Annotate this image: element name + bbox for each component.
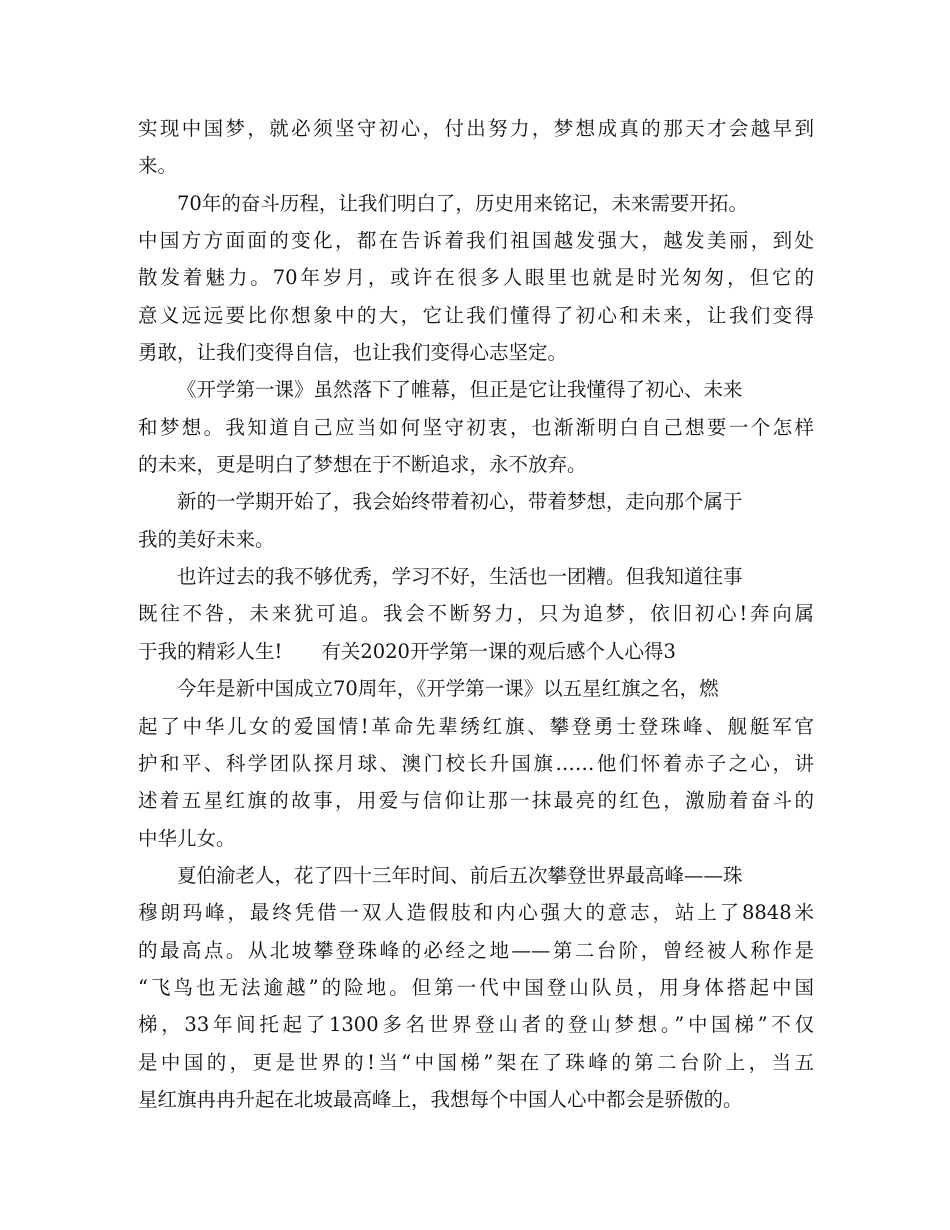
paragraph-first-line: 70年的奋斗历程，让我们明白了，历史用来铭记，未来需要开拓。 <box>177 191 748 215</box>
paragraph-first-line: 《开学第一课》虽然落下了帷幕，但正是它让我懂得了初心、未来 <box>177 378 743 402</box>
text-line: 勇敢，让我们变得自信，也让我们变得心志坚定。 <box>138 341 568 365</box>
text-line: 穆朗玛峰，最终凭借一双人造假肢和内心强大的意志，站上了8848米 <box>138 901 814 925</box>
text-line: 散发着魅力。70年岁月，或许在很多人眼里也就是时光匆匆，但它的 <box>138 266 814 290</box>
paragraph-first-line: 今年是新中国成立70周年，《开学第一课》以五星红旗之名，燃 <box>177 677 719 701</box>
text-line-with-heading: 于我的精彩人生! 有关2020开学第一课的观后感个人心得3 <box>138 639 676 663</box>
text-line: 中华儿女。 <box>138 826 236 850</box>
text-line: 既往不咎，未来犹可追。我会不断努力，只为追梦，依旧初心!奔向属 <box>138 602 814 626</box>
paragraph-first-line: 新的一学期开始了，我会始终带着初心，带着梦想，走向那个属于 <box>177 490 743 514</box>
text-line: 中国方方面面的变化，都在告诉着我们祖国越发强大，越发美丽，到处 <box>138 229 814 253</box>
text-line: 起了中华儿女的爱国情!革命先辈绣红旗、攀登勇士登珠峰、舰艇军官 <box>138 714 814 738</box>
text-line: 述着五星红旗的故事，用爱与信仰让那一抹最亮的红色，激励着奋斗的 <box>138 789 814 813</box>
text-line: 我的美好未来。 <box>138 527 275 551</box>
text-line: 和梦想。我知道自己应当如何坚守初衷，也渐渐明白自己想要一个怎样 <box>138 415 814 439</box>
text-line: 的最高点。从北坡攀登珠峰的必经之地——第二台阶，曾经被人称作是 <box>138 938 814 962</box>
paragraph-first-line: 夏伯渝老人，花了四十三年时间、前后五次攀登世界最高峰——珠 <box>177 863 743 887</box>
text-line: 实现中国梦，就必须坚守初心，付出努力，梦想成真的那天才会越早到 <box>138 117 814 140</box>
text-line: “飞鸟也无法逾越”的险地。但第一代中国登山队员，用身体搭起中国 <box>138 975 814 999</box>
text-line: 的未来，更是明白了梦想在于不断追求，永不放弃。 <box>138 453 587 477</box>
text-line: 来。 <box>138 154 178 178</box>
paragraph-first-line: 也许过去的我不够优秀，学习不好，生活也一团糟。但我知道往事 <box>177 565 743 589</box>
text-line: 护和平、科学团队探月球、澳门校长升国旗……他们怀着赤子之心，讲 <box>138 751 814 775</box>
document-body <box>138 110 814 1118</box>
text-line: 意义远远要比你想象中的大，它让我们懂得了初心和未来，让我们变得 <box>138 303 814 327</box>
text-line: 梯，33年间托起了1300多名世界登山者的登山梦想。”中国梯”不仅 <box>138 1013 814 1037</box>
text-line: 是中国的，更是世界的!当“中国梯”架在了珠峰的第二台阶上，当五 <box>138 1050 814 1074</box>
text-line: 星红旗冉冉升起在北坡最高峰上，我想每个中国人心中都会是骄傲的。 <box>138 1087 743 1111</box>
